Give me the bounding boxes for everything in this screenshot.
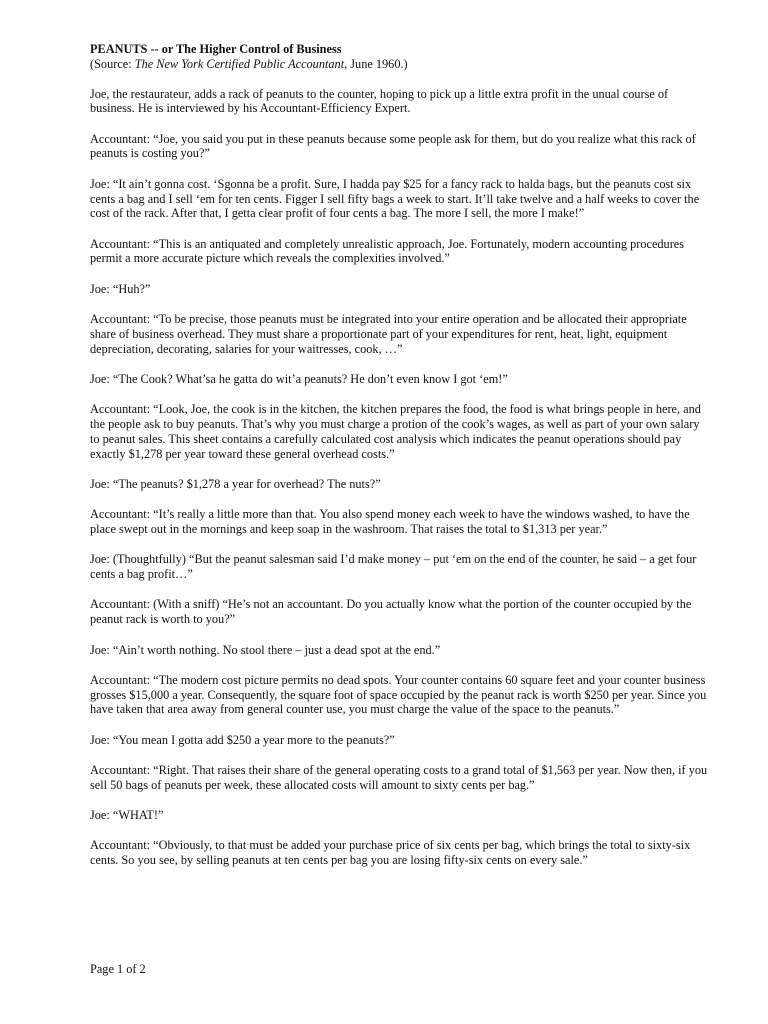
- paragraph-dialogue: Accountant: “Look, Joe, the cook is in the kitchen, the kitchen prepares the food, the food is what brings people in here, and the people ask to buy peanuts. That’s why you must charge a protion of the cook’s wages, as well as part of your own salary to peanut sales. This sheet contains a carefully calculated cost analysis which indicates the peanut operations should pay exactly $1,278 per year toward these general overhead costs.”: [90, 402, 701, 461]
- source-citation: [90, 57, 710, 72]
- paragraph-dialogue: Joe: “The Cook? What’sa he gatta do wit’a peanuts? He don’t even know I got ‘em!”: [90, 371, 508, 386]
- paragraph-dialogue: Accountant: “Obviously, to that must be added your purchase price of six cents per bag, which brings the total to sixty-six cents. So you see, by selling peanuts at ten cents per bag you are losing fifty-six cents on every sale.”: [90, 838, 691, 868]
- document-title: PEANUTS -- or The Higher Control of Business: [90, 42, 342, 56]
- page-number-footer: Page 1 of 2: [90, 962, 146, 976]
- paragraph-dialogue: Joe: (Thoughtfully) “But the peanut salesman said I’d make money – put ‘em on the end of the counter, he said – a get four cents a bag profit…”: [90, 552, 697, 582]
- paragraph-dialogue: Accountant: “It’s really a little more than that. You also spend money each week to have the windows washed, to have the place swept out in the mornings and keep soap in the washroom. That raises the total to $1,313 per year.”: [90, 507, 690, 537]
- paragraph-dialogue: Joe: “You mean I gotta add $250 a year more to the peanuts?”: [90, 732, 395, 747]
- document-page: [90, 42, 710, 883]
- paragraph-dialogue: Accountant: “The modern cost picture permits no dead spots. Your counter contains 60 square feet and your counter business grosses $15,000 a year. Consequently, the square foot of space occupied by the peanut rack is worth $250 per year. Since you have taken that area away from general counter use, you must charge the value of the space to the peanuts.”: [90, 672, 707, 717]
- paragraph-dialogue: Joe: “WHAT!”: [90, 808, 164, 823]
- source-suffix: , June 1960.): [344, 56, 408, 71]
- paragraph-dialogue: Accountant: “Joe, you said you put in these peanuts because some people ask for them, but do you realize what this rack of peanuts is costing you?”: [90, 131, 696, 161]
- paragraph-dialogue: Accountant: (With a sniff) “He’s not an accountant. Do you actually know what the portion of the counter occupied by the peanut rack is worth to you?”: [90, 597, 692, 627]
- source-prefix: (Source:: [90, 56, 135, 71]
- source-publication: The New York Certified Public Accountant: [134, 56, 345, 71]
- paragraph-dialogue: Joe: “The peanuts? $1,278 a year for overhead? The nuts?”: [90, 476, 381, 491]
- paragraph-dialogue: Joe: “It ain’t gonna cost. ‘Sgonna be a profit. Sure, I hadda pay $25 for a fancy rack to halda bags, but the peanuts cost six cents a bag and I sell ‘em for ten cents. Figger I sell fifty bags a week to start. It’ll take twelve and a half weeks to cover the cost of the rack. After that, I getta clear profit of four cents a bag. The more I sell, the more I make!”: [90, 176, 700, 221]
- paragraph-dialogue: Accountant: “To be precise, those peanuts must be integrated into your entire operation and be allocated their appropriate share of business overhead. They must share a proportionate part of your expenditures for rent, heat, light, equipment depreciation, decorating, salaries for your waitresses, cook, …”: [90, 312, 687, 356]
- paragraph-intro: Joe, the restaurateur, adds a rack of peanuts to the counter, hoping to pick up a little extra profit in the unual course of business. He is interviewed by his Accountant-Efficiency Expert.: [90, 86, 669, 116]
- paragraph-dialogue: Accountant: “Right. That raises their share of the general operating costs to a grand total of $1,563 per year. Now then, if you sell 50 bags of peanuts per week, these allocated costs will amount to sixty cents per bag.”: [90, 763, 708, 792]
- paragraph-dialogue: Joe: “Huh?”: [90, 281, 151, 296]
- paragraph-dialogue: Joe: “Ain’t worth nothing. No stool there – just a dead spot at the end.”: [90, 642, 441, 657]
- paragraph-dialogue: Accountant: “This is an antiquated and completely unrealistic approach, Joe. Fortunately, modern accounting procedures permit a more accurate picture which reveals the complexities involved.”: [90, 236, 685, 266]
